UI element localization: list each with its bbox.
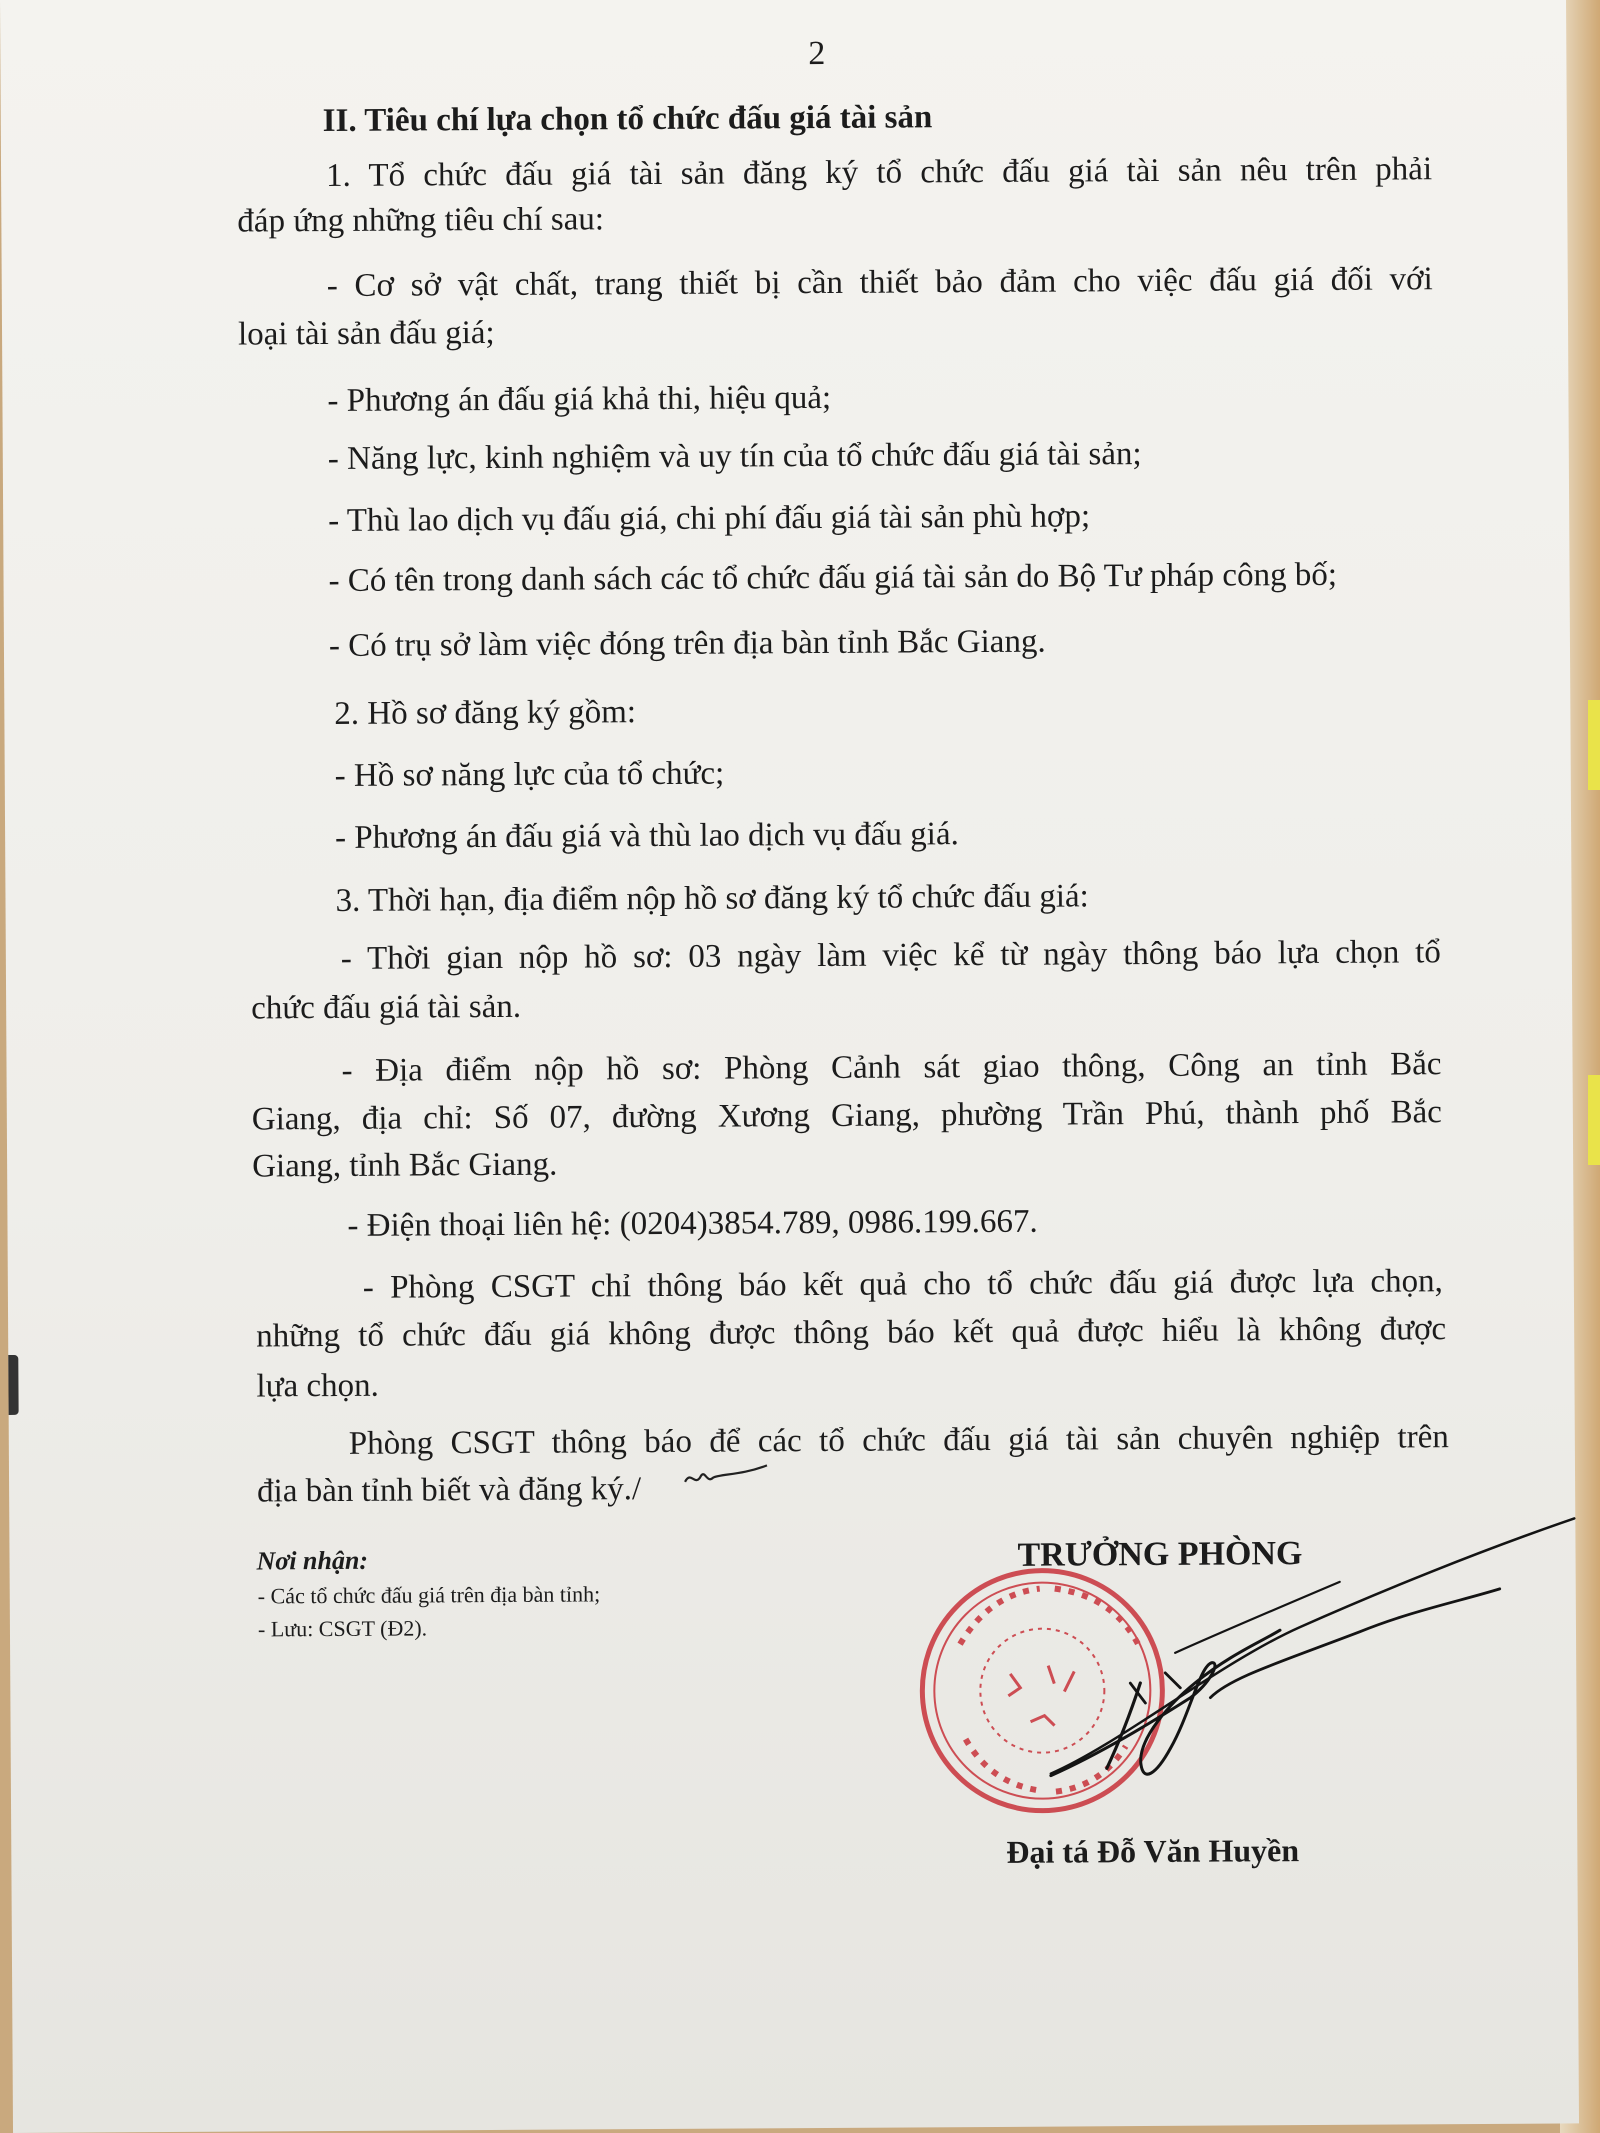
recipients-title: Nơi nhận: <box>256 1545 369 1576</box>
handwritten-signature <box>979 1510 1591 1834</box>
sticky-note-tab <box>1588 700 1600 790</box>
criteria-item: - Phương án đấu giá khả thi, hiệu quả; <box>327 379 832 420</box>
document-item: - Phương án đấu giá và thù lao dịch vụ đấu giá. <box>335 816 959 856</box>
notice-item: lựa chọn. <box>256 1367 379 1405</box>
signer-role: TRƯỞNG PHÒNG <box>1017 1535 1303 1574</box>
binder-clip <box>8 1355 18 1415</box>
deadline-item: chức đấu giá tài sản. <box>251 988 522 1027</box>
criteria-item: loại tài sản đấu giá; <box>237 314 495 353</box>
paragraph-line: đáp ứng những tiêu chí sau: <box>237 201 605 240</box>
address-item: Giang, địa chỉ: Số 07, đường Xương Giang, phường Trần Phú, thành phố Bắc <box>251 1094 1442 1138</box>
signer-name: Đại tá Đỗ Văn Huyền <box>1006 1832 1300 1870</box>
paragraph-line: 3. Thời hạn, địa điểm nộp hồ sơ đăng ký tổ chức đấu giá: <box>335 878 1089 919</box>
notice-item: - Phòng CSGT chỉ thông báo kết quả cho tổ chức đấu giá được lựa chọn, <box>362 1263 1443 1306</box>
paragraph-line: 1. Tổ chức đấu giá tài sản đăng ký tổ chức đấu giá tài sản nêu trên phải <box>325 151 1433 195</box>
closing-line: Phòng CSGT thông báo để các tổ chức đấu giá tài sản chuyên nghiệp trên <box>348 1419 1449 1462</box>
closing-line: địa bàn tỉnh biết và đăng ký./ <box>257 1471 642 1510</box>
address-item: Giang, tỉnh Bắc Giang. <box>252 1146 558 1185</box>
deadline-item: - Thời gian nộp hồ sơ: 03 ngày làm việc kể từ ngày thông báo lựa chọn tổ <box>340 934 1441 977</box>
criteria-item: - Năng lực, kinh nghiệm và uy tín của tổ chức đấu giá tài sản; <box>327 436 1142 478</box>
recipient-item: - Các tổ chức đấu giá trên địa bàn tỉnh; <box>257 1581 601 1609</box>
recipient-item: - Lưu: CSGT (Đ2). <box>257 1615 428 1642</box>
criteria-item: - Có tên trong danh sách các tổ chức đấu giá tài sản do Bộ Tư pháp công bố; <box>328 556 1338 600</box>
sticky-note-tab <box>1588 1075 1600 1165</box>
initials-mark <box>681 1461 771 1492</box>
document-item: - Hồ sơ năng lực của tổ chức; <box>334 755 725 794</box>
notice-item: những tổ chức đấu giá không được thông báo kết quả được hiểu là không được <box>256 1311 1447 1355</box>
criteria-item: - Thù lao dịch vụ đấu giá, chi phí đấu giá tài sản phù hợp; <box>328 498 1091 540</box>
paragraph-line: 2. Hồ sơ đăng ký gồm: <box>334 694 637 732</box>
page-number: 2 <box>808 34 826 73</box>
address-item: - Địa điểm nộp hồ sơ: Phòng Cảnh sát giao thông, Công an tỉnh Bắc <box>341 1046 1442 1089</box>
section-heading: II. Tiêu chí lựa chọn tổ chức đấu giá tài sản <box>322 99 933 140</box>
phone-item: - Điện thoại liên hệ: (0204)3854.789, 0986.199.667. <box>347 1203 1038 1244</box>
criteria-item: - Cơ sở vật chất, trang thiết bị cần thiết bảo đảm cho việc đấu giá đối với <box>326 261 1433 305</box>
criteria-item: - Có trụ sở làm việc đóng trên địa bàn tỉnh Bắc Giang. <box>328 623 1046 665</box>
